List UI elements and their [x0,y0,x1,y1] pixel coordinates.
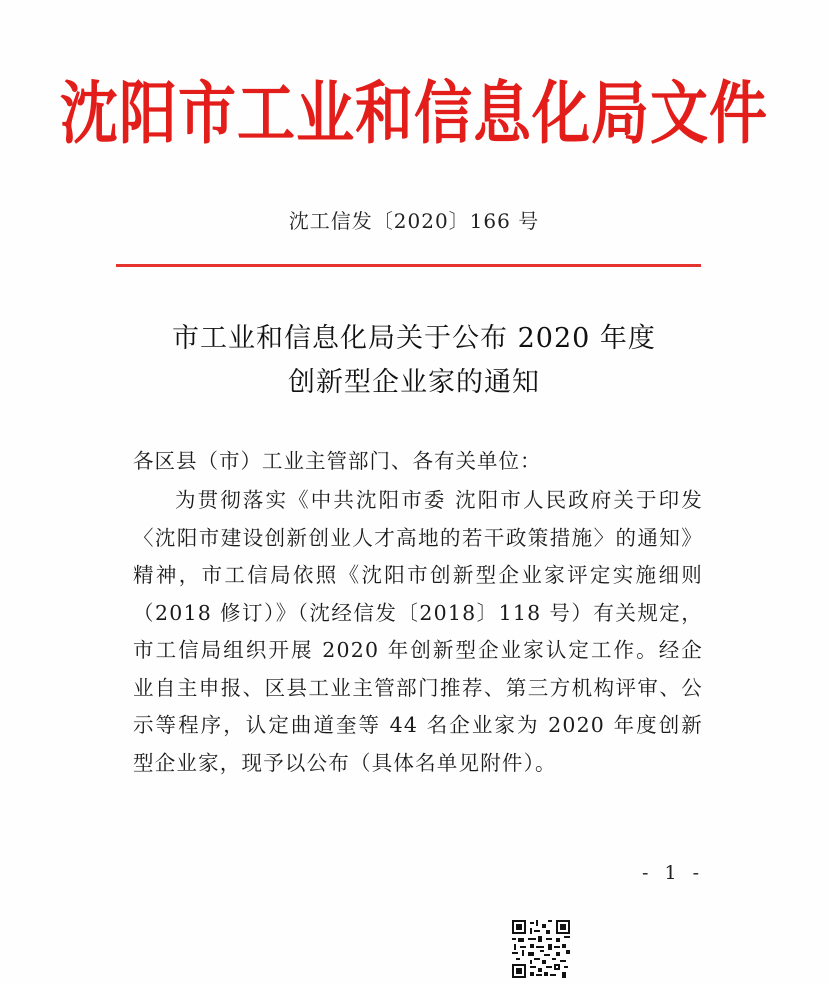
qr-code-icon [512,920,570,978]
page-number: - 1 - [642,862,705,884]
masthead-title: 沈阳市工业和信息化局文件 [59,73,768,154]
notice-title-line-1: 市工业和信息化局关于公布 2020 年度 [172,323,656,354]
red-divider-line [116,264,701,267]
body-paragraph: 为贯彻落实《中共沈阳市委 沈阳市人民政府关于印发〈沈阳市建设创新创业人才高地的若干政策措施〉的通知》精神，市工信局依照《沈阳市创新型企业家评定实施细则（2018 修订）》（沈经信发〔2018〕118 号）有关规定，市工信局组织开展 2020 年创新型企业家认定工作。经企业自主申报、区县工业主管部门推荐、第三方机构评审、公示等程序，认定曲道奎等 44 名企业家为 2020 年度创新型企业家，现予以公布（具体名单见附件）。 [133,488,703,775]
document-number: 沈工信发〔2020〕166 号 [288,209,540,233]
notice-title-line-2: 创新型企业家的通知 [288,367,540,398]
salutation: 各区县（市）工业主管部门、各有关单位： [133,449,542,473]
